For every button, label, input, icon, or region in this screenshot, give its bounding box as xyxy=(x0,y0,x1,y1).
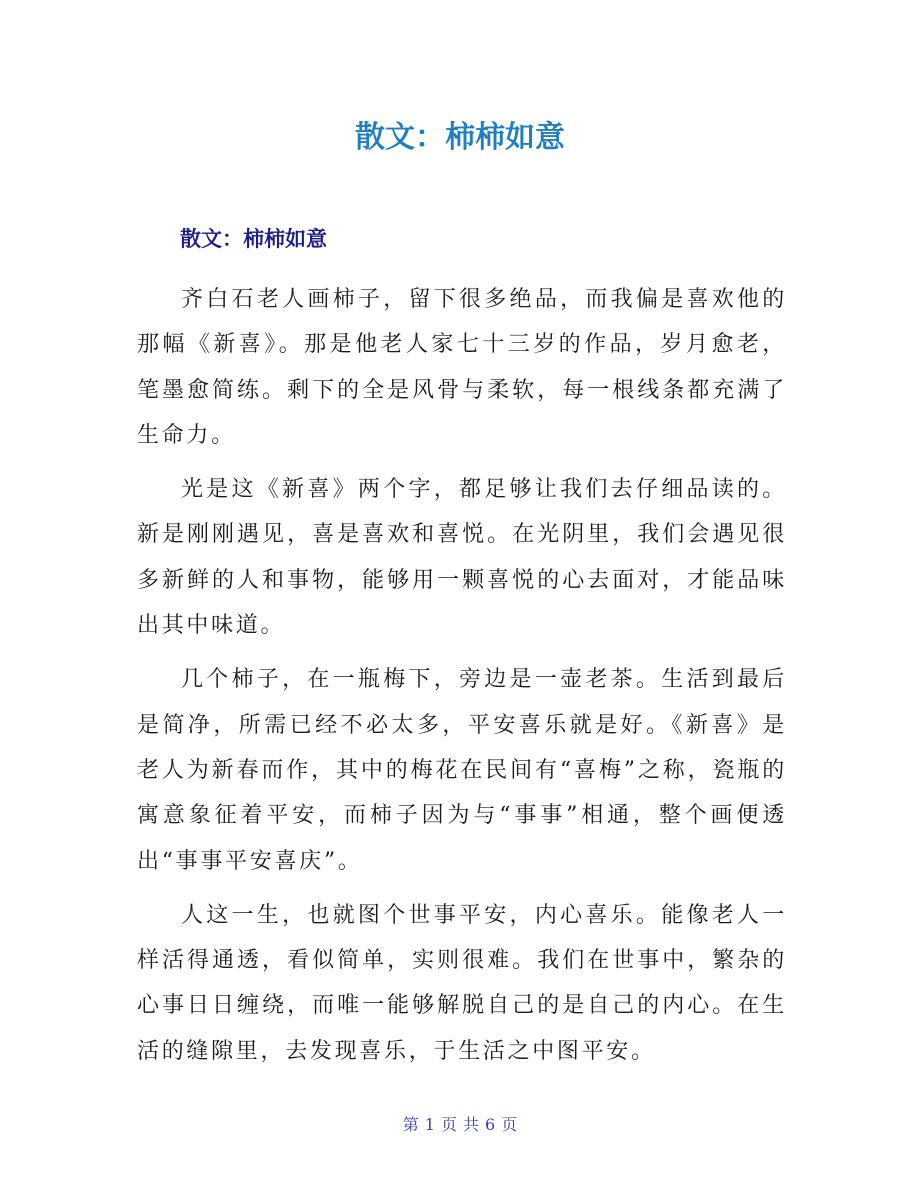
footer-prefix: 第 xyxy=(402,1115,419,1134)
footer-total-label: 共 xyxy=(463,1115,480,1134)
footer-page-unit: 页 xyxy=(440,1115,457,1134)
current-page-number: 1 xyxy=(424,1115,435,1134)
page-footer xyxy=(0,1112,920,1138)
article-body xyxy=(137,277,787,1083)
paragraph-2: 光是这《新喜》两个字，都足够让我们去仔细品读的。新是刚刚遇见，喜是喜欢和喜悦。在光阴里，我们会遇见很多新鲜的人和事物，能够用一颗喜悦的心去面对，才能品味出其中味道。 xyxy=(137,477,787,639)
page-title: 散文：柿柿如意 xyxy=(355,120,565,155)
paragraph-1: 齐白石老人画柿子，留下很多绝品，而我偏是喜欢他的那幅《新喜》。那是他老人家七十三岁的作品，岁月愈老，笔墨愈简练。剩下的全是风骨与柔软，每一根线条都充满了生命力。 xyxy=(137,287,787,448)
paragraph-3: 几个柿子，在一瓶梅下，旁边是一壶老茶。生活到最后是简净，所需已经不必太多，平安喜乐就是好。《新喜》是老人为新春而作，其中的梅花在民间有“喜梅”之称，瓷瓶的寓意象征着平安，而柿子因为与“事事”相通，整个画便透出“事事平安喜庆”。 xyxy=(137,667,787,874)
paragraph-4: 人这一生，也就图个世事平安，内心喜乐。能像老人一样活得通透，看似简单，实则很难。我们在世事中，繁杂的心事日日缠绕，而唯一能够解脱自己的是自己的内心。在生活的缝隙里，去发现喜乐，于生活之中图平安。 xyxy=(137,902,787,1064)
section-heading: 散文：柿柿如意 xyxy=(180,227,327,251)
footer-suffix: 页 xyxy=(501,1115,518,1134)
total-page-count: 6 xyxy=(485,1115,496,1134)
